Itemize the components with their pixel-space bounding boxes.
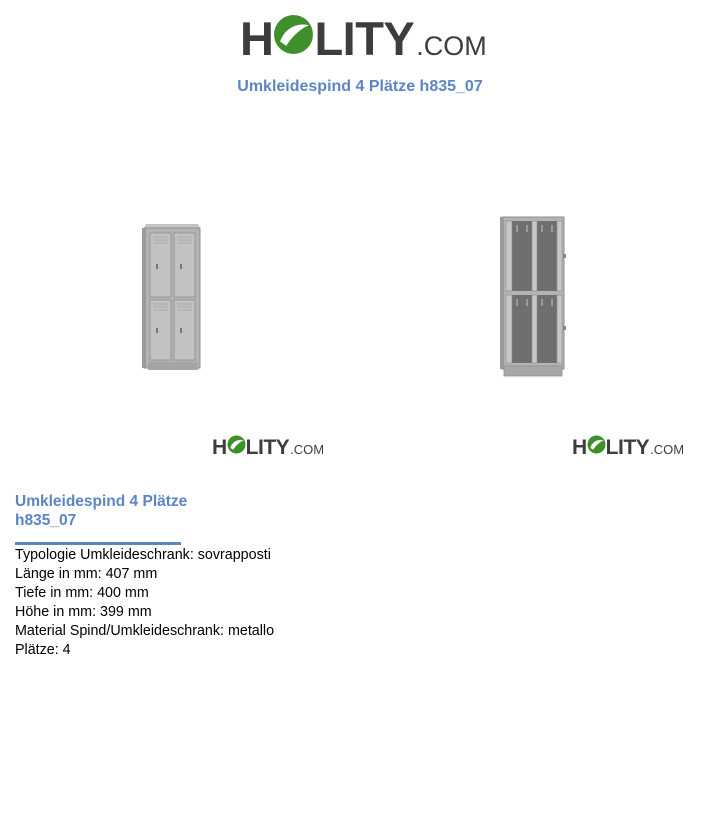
page-title: Umkleidespind 4 Plätze h835_07 — [237, 78, 483, 95]
spec-material: Material Spind/Umkleideschrank: metallo — [15, 623, 275, 639]
logo-suffix: .COM — [290, 442, 325, 457]
product-title — [15, 492, 235, 530]
logo-letters-lity: LITY — [245, 436, 290, 459]
logo-suffix: .COM — [650, 442, 685, 457]
logo-letters-lity: LITY — [605, 436, 650, 459]
spec-places: Plätze: 4 — [15, 642, 71, 658]
product-image-open[interactable] — [497, 214, 573, 384]
watermark-logo-right — [572, 435, 684, 459]
logo-leaf-icon — [227, 435, 246, 459]
product-title-line2: h835_07 — [15, 512, 77, 529]
product-title-line1: Umkleidespind 4 Plätze — [15, 493, 188, 510]
spec-length: Länge in mm: 407 mm — [15, 566, 158, 582]
site-logo[interactable] — [240, 12, 487, 65]
watermark-logo-left — [212, 435, 324, 459]
spec-depth: Tiefe in mm: 400 mm — [15, 585, 149, 601]
logo-letters-lity: LITY — [314, 12, 415, 65]
logo-letter-h: H — [572, 436, 587, 459]
logo-leaf-icon — [273, 14, 314, 60]
logo-letter-h: H — [240, 12, 274, 65]
spec-height: Höhe in mm: 399 mm — [15, 604, 152, 620]
spec-typology: Typologie Umkleideschrank: sovrapposti — [15, 547, 271, 563]
logo-suffix: .COM — [416, 31, 487, 61]
product-image-closed[interactable] — [138, 224, 204, 379]
title-divider — [15, 542, 181, 545]
logo-letter-h: H — [212, 436, 227, 459]
logo-leaf-icon — [587, 435, 606, 459]
spec-list — [15, 546, 274, 660]
